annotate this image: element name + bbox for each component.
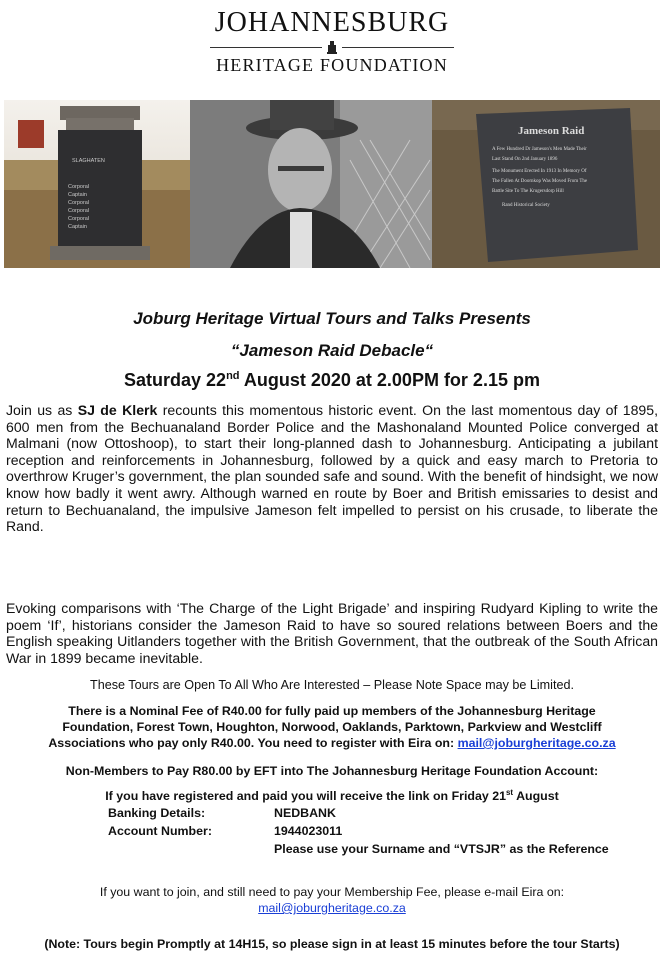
fee-line-3	[0, 735, 664, 751]
register-email-link[interactable]: mail@joburgheritage.co.za	[457, 736, 616, 750]
reg-prefix: If you have registered and paid you will receive the link on Friday 21	[105, 789, 506, 804]
logo-rule-right	[342, 47, 454, 48]
timing-note: (Note: Tours begin Promptly at 14H15, so please sign in at least 15 minutes before the tour Starts)	[44, 937, 620, 951]
presents-heading: Joburg Heritage Virtual Tours and Talks Presents	[133, 309, 531, 328]
memorial-text-3: Captain	[68, 192, 87, 198]
date-rest: August 2020 at 2.00PM for 2.15 pm	[239, 370, 540, 390]
plaque-line-6: Rand Historical Society	[502, 203, 550, 208]
memorial-text-6: Corporal	[68, 216, 90, 222]
reg-suffix: st	[505, 788, 514, 797]
reference-row	[108, 840, 609, 858]
para1-lead: Join us as	[6, 402, 78, 418]
logo-divider	[210, 40, 454, 54]
event-date	[0, 370, 664, 391]
date-prefix: Saturday 22	[124, 370, 227, 390]
reference-instruction: Please use your Surname and “VTSJR” as the Reference	[274, 842, 609, 856]
non-members-notice: Non-Members to Pay R80.00 by EFT into The Johannesburg Heritage Foundation Account:	[65, 764, 599, 778]
plaque-title: Jameson Raid	[518, 125, 585, 137]
logo-rule-left	[210, 47, 322, 48]
plaque-line-1: A Few Hundred Dr Jameson's Men Made Their	[492, 147, 587, 152]
membership-email-link[interactable]: mail@joburgheritage.co.za	[258, 901, 406, 915]
photo-strip	[4, 100, 660, 268]
reg-rest: August	[513, 789, 559, 804]
memorial-photo	[4, 100, 190, 268]
memorial-text-5: Corporal	[68, 208, 90, 214]
logo-title: JOHANNESBURG	[214, 7, 450, 38]
fee-notice	[0, 703, 664, 751]
bank-value: NEDBANK	[274, 806, 336, 820]
memorial-text-1: SLAGHATEN	[72, 158, 105, 164]
plaque-line-4: The Fallen At Doornkop Was Moved From The	[492, 179, 588, 184]
plaque-line-5: Battle Site To The Krugersdorp Hill	[492, 189, 564, 194]
fee-line-2: Foundation, Forest Town, Houghton, Norwood, Oaklands, Parktown, Parkview and Westcliff	[62, 720, 602, 734]
open-notice: These Tours are Open To All Who Are Interested – Please Note Space may be Limited.	[90, 678, 574, 692]
account-row	[108, 822, 609, 840]
para1-rest: recounts this momentous historic event. On the last momentous day of 1895, 600 men from the Bechuanaland Border Police and the Mashonaland Mounted Police converged at Malmani (now Ottoshoop), to start their long-planned dash to Johannesburg. Anticipating a jubilant reception and reinforcements in Johannesburg, followed by a quick and easy march to Pretoria to overthrow Kruger’s government, the plan sounded safe and sound. With the benefit of hindsight, we now know how badly it went awry. Although warned en route by Boer and British emissaries to desist and return to Bechuanaland, the impulsive Jameson felt impelled to persist on his crusade, to liberate the Rand.	[6, 402, 658, 535]
banking-details	[108, 804, 609, 858]
description-paragraph-1	[6, 402, 658, 535]
portrait-photo	[190, 100, 432, 268]
plaque-photo	[432, 100, 660, 268]
fee-line-1: There is a Nominal Fee of R40.00 for fully paid up members of the Johannesburg Heritage	[68, 704, 596, 718]
bank-row	[108, 804, 609, 822]
speaker-name: SJ de Klerk	[77, 402, 158, 418]
memorial-text-4: Corporal	[68, 200, 90, 206]
foundation-logo	[0, 8, 664, 75]
pickaxe-icon	[326, 40, 338, 54]
event-title: “Jameson Raid Debacle“	[230, 341, 434, 360]
account-value: 1944023011	[274, 824, 343, 838]
description-paragraph-2: Evoking comparisons with ‘The Charge of the Light Brigade’ and inspiring Rudyard Kipling to write the poem ‘If’, historians consider the Jameson Raid to have so soured relations between Boers and the English speaking Uitlanders together with the British Government, that the outbreak of the South African War in 1899 became inevitable.	[6, 600, 658, 666]
bank-label: Banking Details:	[108, 806, 206, 820]
membership-email	[0, 900, 664, 916]
logo-subtitle: HERITAGE FOUNDATION	[216, 55, 448, 75]
plaque-line-3: The Monument Erected In 1913 In Memory Of	[492, 169, 587, 174]
memorial-text-7: Captain	[68, 224, 87, 230]
date-suffix: nd	[226, 370, 240, 382]
membership-notice: If you want to join, and still need to pay your Membership Fee, please e-mail Eira on:	[99, 885, 565, 899]
account-label: Account Number:	[108, 824, 212, 838]
fee-line-3-text: Associations who pay only R40.00. You need to register with Eira on:	[48, 736, 458, 750]
plaque-line-2: Last Stand On 2nd January 1896	[492, 157, 558, 162]
registration-notice	[0, 785, 664, 804]
memorial-text-2: Corporal	[68, 184, 90, 190]
